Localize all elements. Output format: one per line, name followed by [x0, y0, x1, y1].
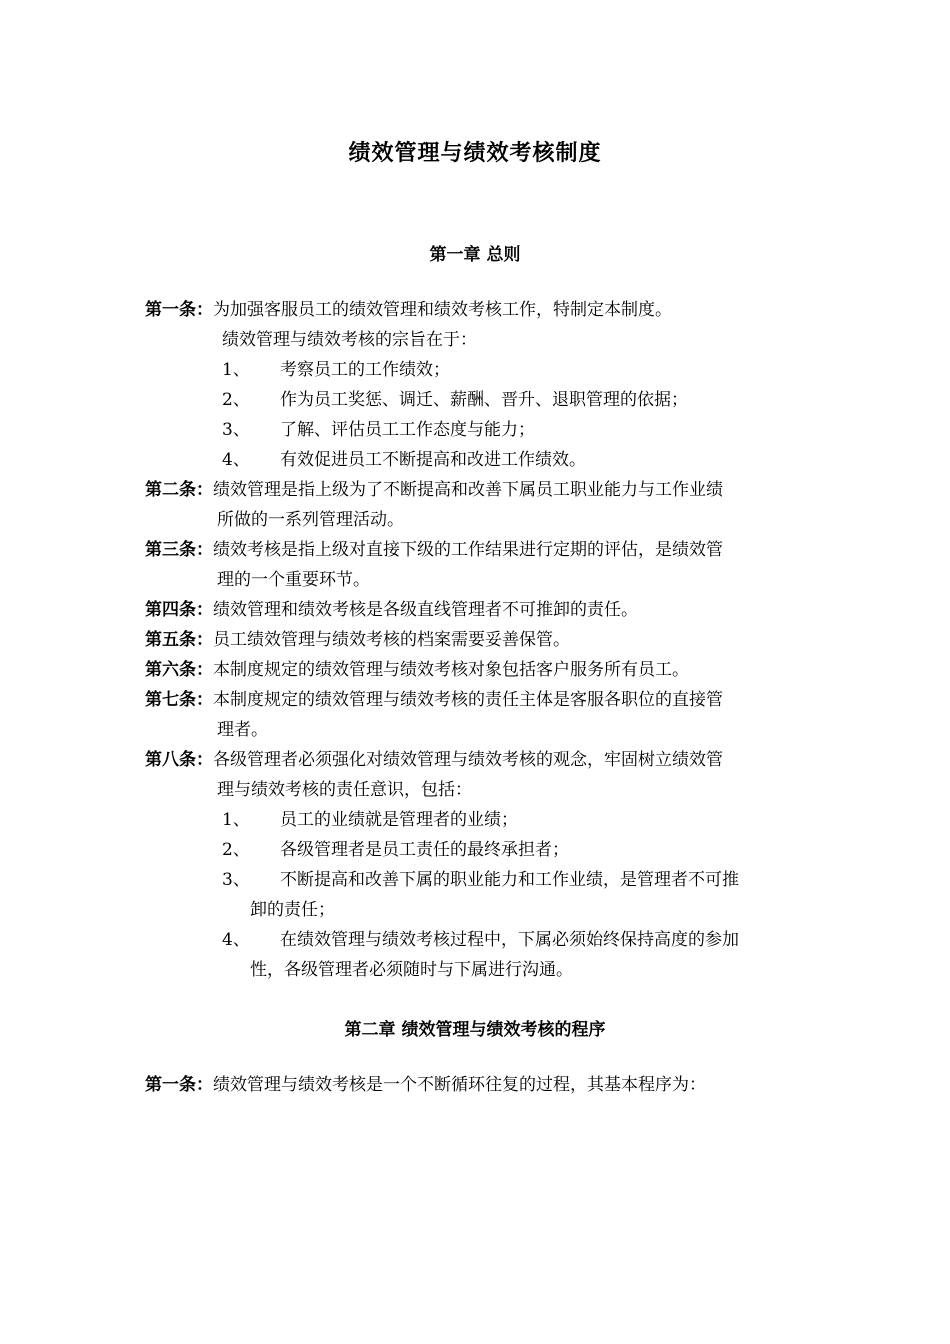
article-7: 第七条：本制度规定的绩效管理与绩效考核的责任主体是客服各职位的直接管	[145, 690, 723, 710]
article-1-subtext: 绩效管理与绩效考核的宗旨在于：	[222, 330, 477, 350]
article-text: 为加强客服员工的绩效管理和绩效考核工作，特制定本制度。	[213, 300, 672, 320]
article-8-continuation: 理与绩效考核的责任意识，包括：	[217, 780, 472, 800]
list-item: 2、 作为员工奖惩、调迁、薪酬、晋升、退职管理的依据；	[222, 390, 688, 410]
article-4: 第四条：绩效管理和绩效考核是各级直线管理者不可推卸的责任。	[145, 600, 638, 620]
chapter-2-heading: 第二章 绩效管理与绩效考核的程序	[344, 1020, 606, 1040]
article-7-continuation: 理者。	[217, 720, 268, 740]
article-2-continuation: 所做的一系列管理活动。	[217, 510, 404, 530]
article-2: 第二条：绩效管理是指上级为了不断提高和改善下属员工职业能力与工作业绩	[145, 480, 723, 500]
article-3: 第三条：绩效考核是指上级对直接下级的工作结果进行定期的评估，是绩效管	[145, 540, 723, 560]
list-item: 2、 各级管理者是员工责任的最终承担者；	[222, 840, 569, 860]
article-label: 第一条：	[145, 300, 213, 320]
list-item: 4、 有效促进员工不断提高和改进工作绩效。	[222, 450, 586, 470]
list-item: 3、 不断提高和改善下属的职业能力和工作业绩，是管理者不可推	[222, 870, 739, 890]
article-6: 第六条：本制度规定的绩效管理与绩效考核对象包括客户服务所有员工。	[145, 660, 689, 680]
chapter-1-heading: 第一章 总则	[429, 245, 521, 265]
list-item-continuation: 性，各级管理者必须随时与下属进行沟通。	[250, 960, 573, 980]
chapter-2-article-1: 第一条：绩效管理与绩效考核是一个不断循环往复的过程，其基本程序为：	[145, 1075, 706, 1095]
list-item-continuation: 卸的责任；	[250, 900, 335, 920]
list-item: 1、 员工的业绩就是管理者的业绩；	[222, 810, 518, 830]
list-item: 3、 了解、评估员工工作态度与能力；	[222, 420, 535, 440]
list-item: 4、 在绩效管理与绩效考核过程中，下属必须始终保持高度的参加	[222, 930, 739, 950]
list-item: 1、 考察员工的工作绩效；	[222, 360, 450, 380]
document-title: 绩效管理与绩效考核制度	[348, 141, 602, 166]
article-8: 第八条：各级管理者必须强化对绩效管理与绩效考核的观念，牢固树立绩效管	[145, 750, 723, 770]
article-1	[145, 298, 672, 322]
article-3-continuation: 理的一个重要环节。	[217, 570, 370, 590]
article-5: 第五条：员工绩效管理与绩效考核的档案需要妥善保管。	[145, 630, 570, 650]
